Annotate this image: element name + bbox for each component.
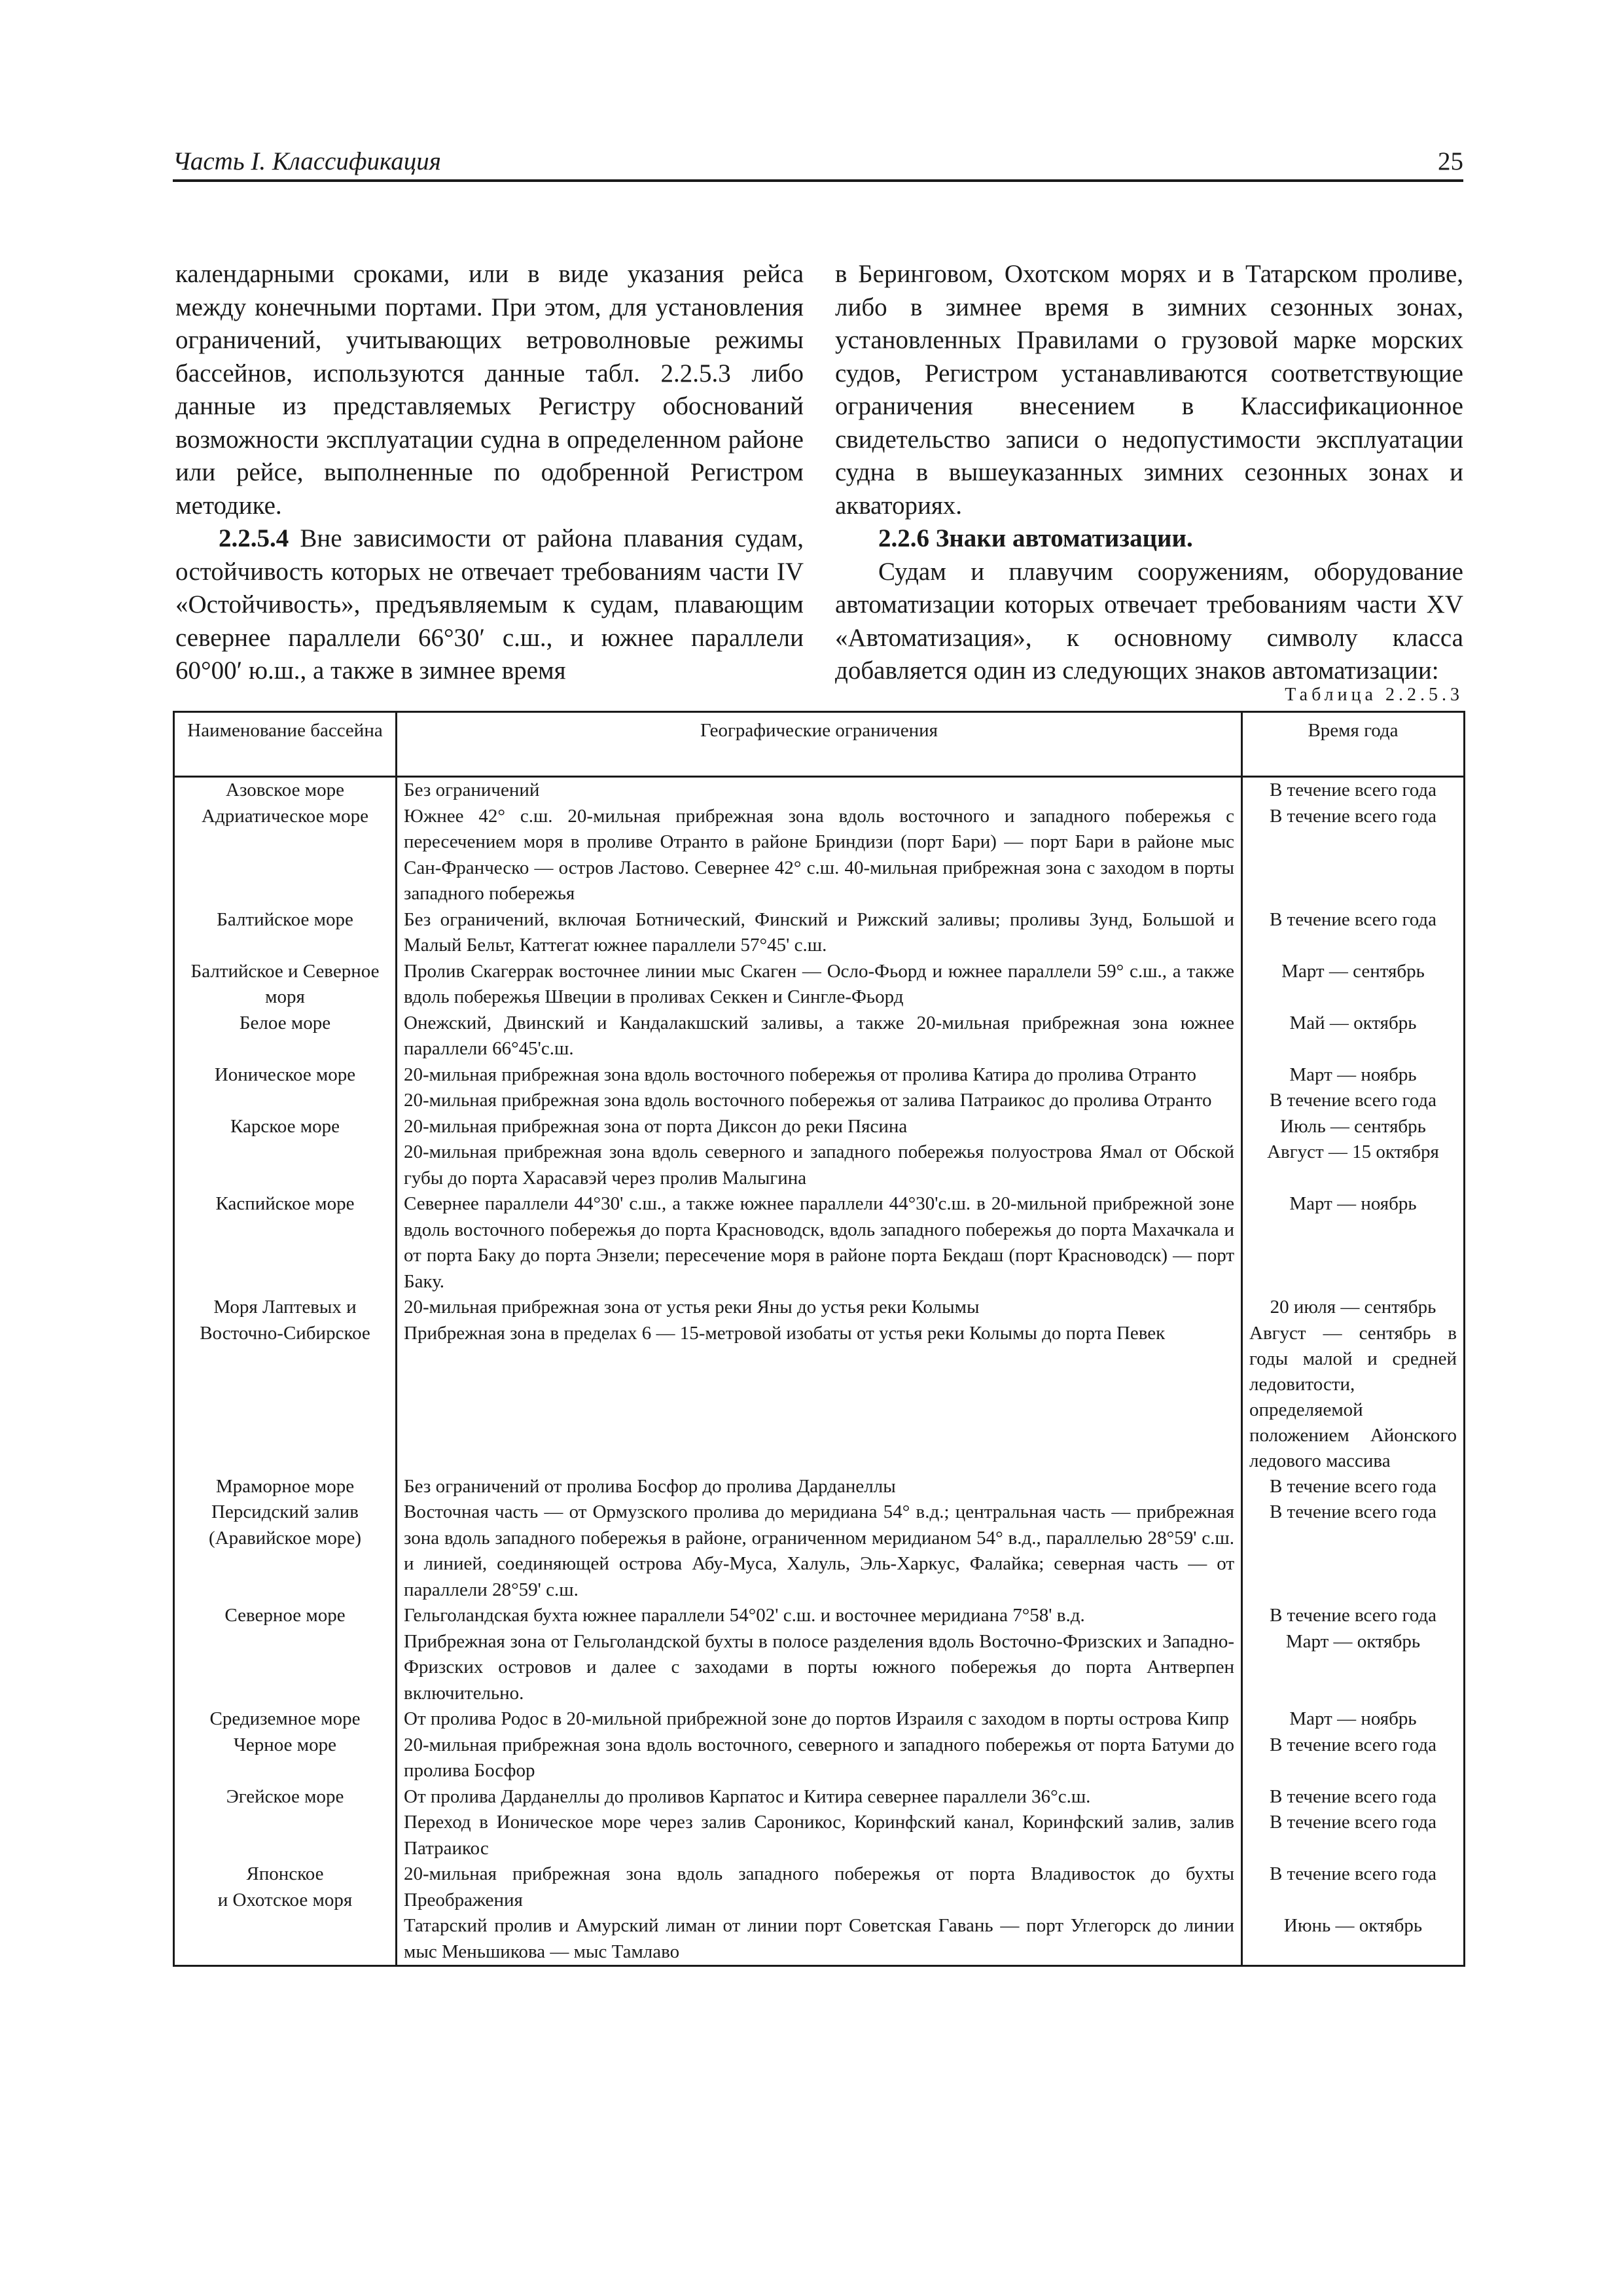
season: В течение всего года — [1242, 1499, 1465, 1603]
season-line: Июнь — октябрь — [1283, 1914, 1423, 1936]
basin-name: Ионическое море — [174, 1062, 397, 1114]
limits: Онежский, Двинский и Кандалакшский заливы, а также 20-мильная прибрежная зона южнее параллели 66°45'с.ш. — [397, 1011, 1242, 1062]
limits-line: 20-мильная прибрежная зона вдоль западного побережья от порта Владивосток до бухты Преображения — [404, 1863, 1234, 1910]
limits-line: 20-мильная прибрежная зона от устья реки Яны до устья реки Колымы — [404, 1297, 980, 1318]
basin-name: Северное море — [174, 1603, 397, 1706]
basin-name-line: Японское — [246, 1863, 324, 1884]
table-row — [174, 1114, 1465, 1192]
table-row — [174, 1062, 1465, 1114]
season-line: 20 июля — сентябрь — [1270, 1297, 1436, 1318]
clause-text: Вне зависимости от района плавания судам, остойчивость которых не отвечает требованиям части IV «Остойчивость», предъявляемым к судам, плавающим севернее параллели 66°30′ с.ш., и южнее параллели 60°00′ ю.ш., а также в зимнее время — [175, 524, 804, 685]
season: В течение всего года — [1242, 1732, 1465, 1784]
limits-line: Прибрежная зона от Гельголандской бухты в полосе разделения вдоль Восточно-Фризских и Западно-Фризских островов и далее с заходами в порты южного побережья до порта Антверпен включительно. — [404, 1630, 1234, 1704]
running-title: Часть I. Классификация — [173, 147, 441, 175]
basin-name: Карское море — [174, 1114, 397, 1192]
season-line: В течение всего года — [1269, 1605, 1437, 1626]
header-basin: Наименование бассейна — [174, 712, 397, 777]
table-row — [174, 804, 1465, 907]
table-row — [174, 1011, 1465, 1062]
season-note: Август — сентябрь в годы малой и средней ледовитости, определяемой положением Айонского ледового массива — [1249, 1322, 1457, 1471]
table-row — [174, 1295, 1465, 1474]
season: Март — ноябрь — [1242, 1706, 1465, 1732]
basin-name: Адриатическое море — [174, 804, 397, 907]
season-line: Март — октябрь — [1285, 1630, 1421, 1652]
table-row — [174, 1706, 1465, 1732]
basin-name — [174, 1861, 397, 1966]
limits-line: 20-мильная прибрежная зона вдоль восточного побережья от залива Патраикос до пролива Отранто — [404, 1090, 1212, 1111]
limits — [397, 1114, 1242, 1192]
season — [1242, 1062, 1465, 1114]
basin-name: Эгейское море — [174, 1784, 397, 1862]
basin-name: Азовское море — [174, 777, 397, 804]
season: Май — октябрь — [1242, 1011, 1465, 1062]
table-row — [174, 959, 1465, 1011]
season-line: В течение всего года — [1269, 1090, 1437, 1111]
limits: Без ограничений, включая Ботнический, Финский и Рижский заливы; проливы Зунд, Большой и Малый Бельт, Каттегат южнее параллели 57°45' с.ш. — [397, 907, 1242, 959]
table-row — [174, 1784, 1465, 1862]
limits: Без ограничений — [397, 777, 1242, 804]
basin-name: Белое море — [174, 1011, 397, 1062]
season: Март — сентябрь — [1242, 959, 1465, 1011]
limits — [397, 1295, 1242, 1474]
season-line: В течение всего года — [1269, 1812, 1437, 1833]
basin-name: Балтийское море — [174, 907, 397, 959]
season-line: В течение всего года — [1269, 1785, 1437, 1807]
season — [1242, 1861, 1465, 1966]
limits-line: Переход в Ионическое море через залив Сароникос, Коринфский канал, Коринфский залив, залив Патраикос — [404, 1812, 1234, 1859]
section-heading: 2.2.6 Знаки автоматизации. — [878, 524, 1193, 552]
table-row — [174, 1603, 1465, 1706]
header-season: Время года — [1242, 712, 1465, 777]
limits — [397, 1603, 1242, 1706]
table-caption: Таблица 2.2.5.3 — [1285, 685, 1463, 705]
table-row — [174, 777, 1465, 804]
paragraph: Судам и плавучим сооружениям, оборудование автоматизации которых отвечает требованиям части XV «Автоматизация», к основному символу класса добавляется один из следующих знаков автоматизации: — [835, 557, 1463, 685]
basin-name-line: и Охотское моря — [217, 1889, 353, 1910]
limits — [397, 1062, 1242, 1114]
paragraph: в Беринговом, Охотском морях и в Татарском проливе, либо в зимнее время в зимних сезонных зонах, установленных Правилами о грузовой марке морских судов, Регистром устанавливаются соответствующие ограничения внесением в Классификационное свидетельство записи о недопустимости эксплуатации судна в вышеуказанных зимних сезонных зонах и акваториях. — [835, 260, 1463, 520]
page-header — [173, 143, 1463, 182]
basin-name: Мраморное море — [174, 1474, 397, 1500]
basin-name: Средиземное море — [174, 1706, 397, 1732]
paragraph: календарными сроками, или в виде указания рейса между конечными портами. При этом, для установления ограничений, учитывающих ветроволновые режимы бассейнов, используются данные табл. 2.2.5.3 либо данные из представляемых Регистру обоснований возможности эксплуатации судна в определенном районе или рейсе, выполненные по одобренной Регистром методике. — [175, 260, 804, 520]
limits: Восточная часть — от Ормузского пролива до меридиана 54° в.д.; центральная часть — прибрежная зона вдоль западного побережья в районе, ограниченном меридианом 54° в.д., параллелью 28°59' с.ш. и линией, соединяющей острова Абу-Муса, Халуль, Эль-Харкус, Фалайка; северная часть — от параллели 28°59' с.ш. — [397, 1499, 1242, 1603]
season: В течение всего года — [1242, 907, 1465, 959]
basins-table — [173, 711, 1465, 1967]
season — [1242, 1295, 1465, 1474]
table-row — [174, 1474, 1465, 1500]
right-column — [835, 258, 1463, 688]
basin-name: Балтийское и Северное моря — [174, 959, 397, 1011]
basin-name: Персидский залив (Аравийское море) — [174, 1499, 397, 1603]
limits-line: Прибрежная зона в пределах 6 — 15-метровой изобаты от устья реки Колымы до порта Певек — [404, 1322, 1166, 1344]
limits: Без ограничений от пролива Босфор до пролива Дарданеллы — [397, 1474, 1242, 1500]
table-row — [174, 1499, 1465, 1603]
season — [1242, 1784, 1465, 1862]
table-header-row — [174, 712, 1465, 777]
limits — [397, 1784, 1242, 1862]
limits: 20-мильная прибрежная зона вдоль восточного, северного и западного побережья от порта Батуми до пролива Босфор — [397, 1732, 1242, 1784]
left-column — [175, 258, 804, 688]
limits-line: Гельголандская бухта южнее параллели 54°02' с.ш. и восточнее меридиана 7°58' в.д. — [404, 1605, 1085, 1626]
season-line: В течение всего года — [1269, 1863, 1437, 1884]
limits: От пролива Родос в 20-мильной прибрежной зоне до портов Израиля с заходом в порты острова Кипр — [397, 1706, 1242, 1732]
limits-line: 20-мильная прибрежная зона вдоль восточного побережья от пролива Катира до пролива Отранто — [404, 1064, 1196, 1085]
season — [1242, 1603, 1465, 1706]
limits-line: 20-мильная прибрежная зона вдоль северного и западного побережья полуострова Ямал от Обской губы до порта Харасавэй через пролив Малыгина — [404, 1141, 1234, 1189]
basin-name: Моря Лаптевых и Восточно-Сибирское — [174, 1295, 397, 1474]
limits-line: 20-мильная прибрежная зона от порта Диксон до реки Пясина — [404, 1115, 908, 1137]
season-line: Июль — сентябрь — [1280, 1115, 1426, 1137]
season: Март — ноябрь — [1242, 1191, 1465, 1295]
table-row — [174, 1861, 1465, 1966]
limits-line: От пролива Дарданеллы до проливов Карпатос и Китира севернее параллели 36°с.ш. — [404, 1785, 1091, 1807]
table-row — [174, 1191, 1465, 1295]
season-line: Март — ноябрь — [1289, 1064, 1417, 1085]
clause-number: 2.2.5.4 — [219, 524, 289, 552]
page-number: 25 — [1438, 147, 1463, 175]
limits: Южнее 42° с.ш. 20-мильная прибрежная зона вдоль восточного и западного побережья с пересечением моря в проливе Отранто в районе Бриндизи (порт Бари) — порт Бари в районе мыс Сан-Франческо — остров Ластово. Севернее 42° с.ш. 40-мильная прибрежная зона с заходом в порты западного побережья — [397, 804, 1242, 907]
limits-line: Татарский пролив и Амурский лиман от линии порт Советская Гавань — порт Углегорск до линии мыс Меньшикова — мыс Тамлаво — [404, 1915, 1234, 1962]
season: В течение всего года — [1242, 777, 1465, 804]
season: В течение всего года — [1242, 804, 1465, 907]
header-limits: Географические ограничения — [397, 712, 1242, 777]
table-row — [174, 1732, 1465, 1784]
season: В течение всего года — [1242, 1474, 1465, 1500]
basin-name: Черное море — [174, 1732, 397, 1784]
limits: Пролив Скагеррак восточнее линии мыс Скаген — Осло-Фьорд и южнее параллели 59° с.ш., а также вдоль побережья Швеции в проливах Секкен и Сингле-Фьорд — [397, 959, 1242, 1011]
limits — [397, 1861, 1242, 1966]
basin-name: Каспийское море — [174, 1191, 397, 1295]
season-line: Август — 15 октября — [1267, 1141, 1439, 1162]
season — [1242, 1114, 1465, 1192]
limits: Севернее параллели 44°30' с.ш., а также южнее параллели 44°30'с.ш. в 20-мильной прибрежной зоне вдоль восточного побережья до порта Красноводск, вдоль западного побережья до порта Махачкала и от порта Баку до порта Энзели; пересечение моря в районе порта Бекдаш (порт Красноводск) — порт Баку. — [397, 1191, 1242, 1295]
paragraph-2-2-5-4 — [175, 522, 804, 688]
table-row — [174, 907, 1465, 959]
